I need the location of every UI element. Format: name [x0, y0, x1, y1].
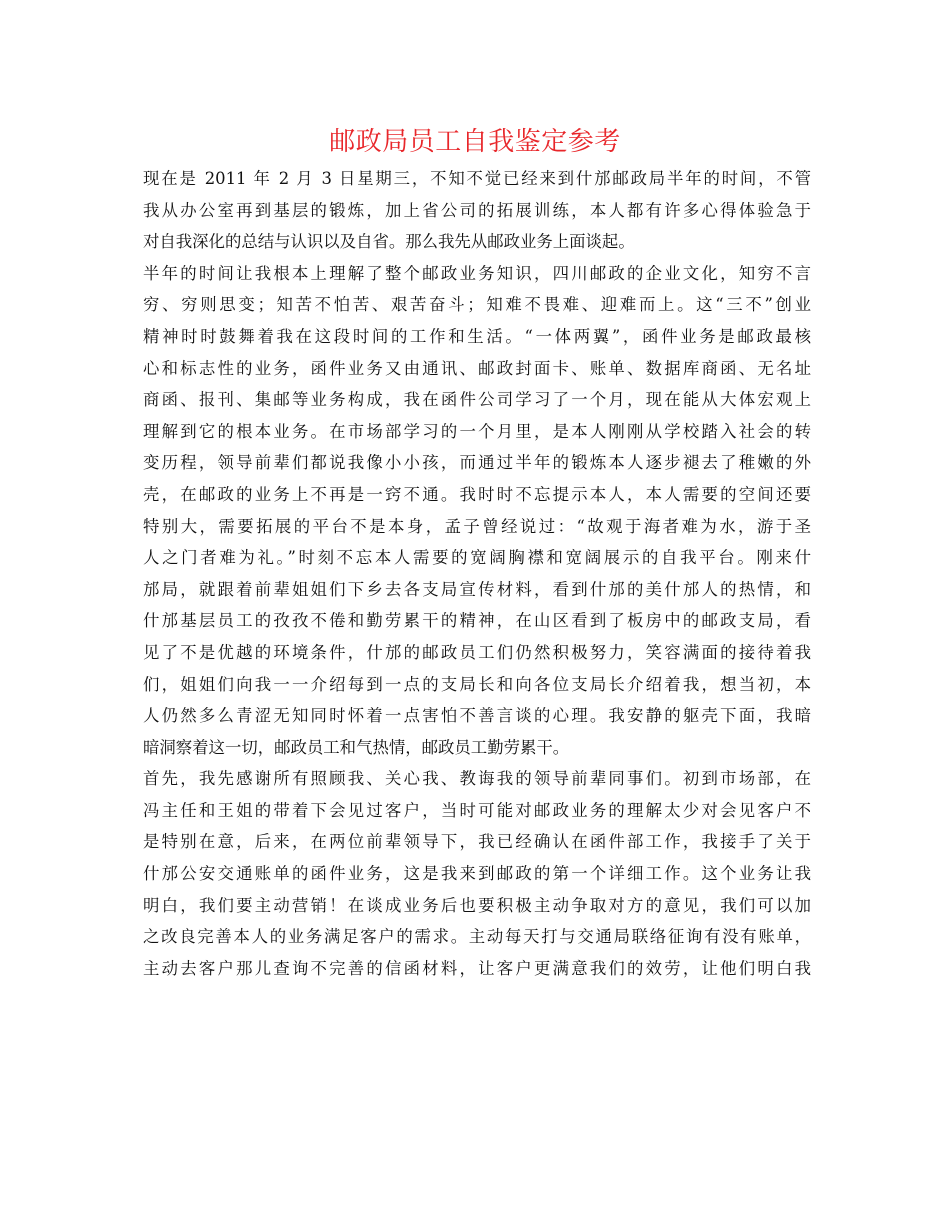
text-line: 是特别在意，后来，在两位前辈领导下，我已经确认在函件部工作，我接手了关于	[143, 832, 811, 852]
text-line: 什邡基层员工的孜孜不倦和勤劳累干的精神，在山区看到了板房中的邮政支局，看	[143, 611, 811, 631]
text-line: 人之门者难为礼。”时刻不忘本人需要的宽阔胸襟和宽阔展示的自我平台。刚来什	[143, 548, 811, 568]
text-line: 冯主任和王姐的带着下会见过客户，当时可能对邮政业务的理解太少对会见客户不	[143, 800, 811, 820]
text-line: 们，姐姐们向我一一介绍每到一点的支局长和向各位支局长介绍着我，想当初，本	[143, 674, 811, 694]
text-line: 见了不是优越的环境条件，什邡的邮政员工们仍然积极努力，笑容满面的接待着我	[143, 642, 811, 662]
text-line: 穷、穷则思变；知苦不怕苦、艰苦奋斗；知难不畏难、迎难而上。这“三不”创业	[143, 295, 811, 315]
text-line: 现在是 2011 年 2 月 3 日星期三，不知不觉已经来到什邡邮政局半年的时间，不管	[143, 169, 811, 188]
text-line: 半年的时间让我根本上理解了整个邮政业务知识，四川邮政的企业文化，知穷不言	[143, 263, 811, 283]
text-line: 理解到它的根本业务。在市场部学习的一个月里，是本人刚刚从学校踏入社会的转	[143, 421, 811, 441]
text-line: 人仍然多么青涩无知同时怀着一点害怕不善言谈的心理。我安静的躯壳下面，我暗	[143, 706, 811, 726]
text-line: 壳，在邮政的业务上不再是一窍不通。我时时不忘提示本人，本人需要的空间还要	[143, 484, 811, 504]
text-line: 什邡公安交通账单的函件业务，这是我来到邮政的第一个详细工作。这个业务让我	[143, 864, 811, 884]
document-title: 邮政局员工自我鉴定参考	[329, 127, 621, 157]
text-line: 明白，我们要主动营销！在谈成业务后也要积极主动争取对方的意见，我们可以加	[143, 895, 811, 915]
text-line: 心和标志性的业务，函件业务又由通讯、邮政封面卡、账单、数据库商函、无名址	[143, 358, 811, 378]
text-line: 对自我深化的总结与认识以及自省。那么我先从邮政业务上面谈起。	[143, 232, 635, 252]
text-line: 我从办公室再到基层的锻炼，加上省公司的拓展训练，本人都有许多心得体验急于	[143, 200, 811, 220]
text-line: 邡局，就跟着前辈姐姐们下乡去各支局宣传材料，看到什邡的美什邡人的热情，和	[143, 579, 811, 599]
text-line: 首先，我先感谢所有照顾我、关心我、教诲我的领导前辈同事们。初到市场部，在	[143, 769, 811, 789]
text-line: 之改良完善本人的业务满足客户的需求。主动每天打与交通局联络征询有没有账单，	[143, 927, 811, 947]
text-line: 商函、报刊、集邮等业务构成，我在函件公司学习了一个月，现在能从大体宏观上	[143, 390, 811, 410]
text-line: 主动去客户那儿查询不完善的信函材料，让客户更满意我们的效劳，让他们明白我	[143, 958, 811, 978]
text-line: 精神时时鼓舞着我在这段时间的工作和生活。“一体两翼”，函件业务是邮政最核	[143, 326, 811, 346]
text-line: 变历程，领导前辈们都说我像小小孩，而通过半年的锻炼本人逐步褪去了稚嫩的外	[143, 453, 811, 473]
document-body	[143, 163, 811, 984]
text-line: 特别大，需要拓展的平台不是本身，孟子曾经说过：“故观于海者难为水，游于圣	[143, 516, 811, 536]
text-line: 暗洞察着这一切，邮政员工和气热情，邮政员工勤劳累干。	[143, 737, 570, 757]
